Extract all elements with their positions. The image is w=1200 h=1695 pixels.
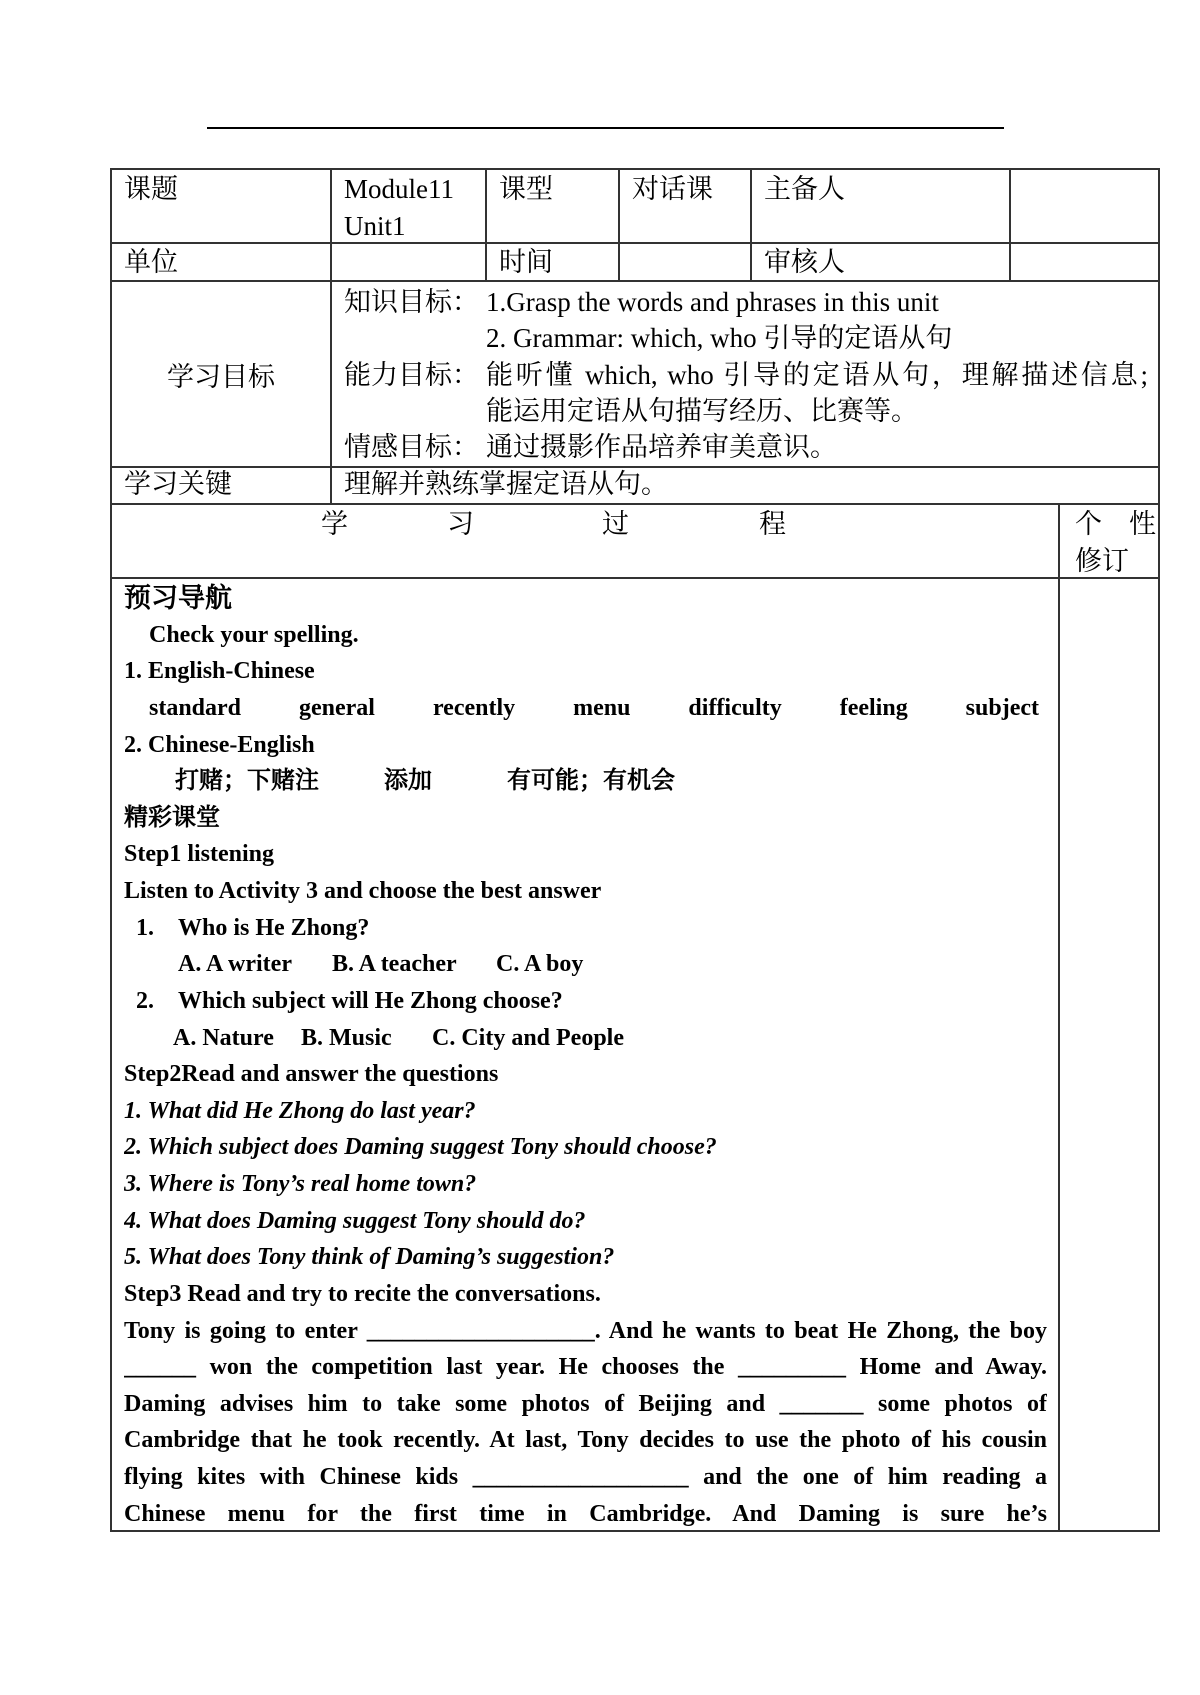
personal-revision-label: 个 性	[1075, 509, 1156, 539]
lesson-type-label: 课型	[499, 174, 553, 204]
personal-revision-label: 修订	[1075, 545, 1129, 576]
knowledge-objective-text: 2. Grammar: which, who 引导的定语从句	[486, 323, 953, 354]
key-points-value: 理解并熟练掌握定语从句。	[344, 469, 668, 499]
ability-objective-text: 能运用定语从句描写经历、比赛等。	[486, 395, 918, 426]
process-title-char: 学	[321, 509, 348, 539]
objectives-body	[344, 284, 1148, 465]
ability-objective-text: 能听懂 which, who 引导的定语从句，理解描述信息;	[486, 359, 1148, 390]
question-number: 1.	[136, 914, 154, 941]
topic-value-line: Unit1	[344, 210, 406, 241]
table-border	[110, 242, 1160, 244]
vocab-word: difficulty	[688, 694, 782, 721]
table-border	[750, 168, 752, 282]
listening-question	[124, 983, 1047, 1020]
en-cn-heading: 1. English-Chinese	[124, 658, 315, 685]
question-text: Who is He Zhong?	[178, 914, 370, 941]
passage-line: Chinese menu for the first time in Cambridge. And Daming is sure he’s	[124, 1500, 1047, 1527]
reading-question: 4. What does Daming suggest Tony should do?	[124, 1207, 586, 1234]
reading-question: 1. What did He Zhong do last year?	[124, 1097, 476, 1124]
cn-en-heading: 2. Chinese-English	[124, 731, 315, 758]
answer-options	[124, 946, 1047, 983]
objectives-label: 学习目标	[167, 361, 275, 392]
vocab-word: standard	[149, 694, 242, 721]
process-title-char: 程	[759, 509, 786, 539]
objective-line	[344, 320, 1148, 356]
preview-heading: 预习导航	[124, 583, 232, 613]
step2-title: Step2Read and answer the questions	[124, 1061, 499, 1088]
emotion-objective-label: 情感目标：	[344, 432, 479, 463]
passage-line: ______ won the competition last year. He chooses the _________ Home and Away.	[124, 1354, 1047, 1381]
class-heading: 精彩课堂	[124, 804, 220, 831]
answer-option: B. A teacher	[332, 951, 457, 978]
lesson-type-value: 对话课	[632, 174, 713, 204]
objective-line	[344, 393, 1148, 429]
topic-value	[344, 171, 454, 244]
cn-en-item-list	[124, 763, 1047, 800]
time-label: 时间	[499, 247, 553, 277]
answer-option: A. A writer	[178, 951, 292, 978]
knowledge-objective-label: 知识目标：	[344, 287, 479, 317]
passage-line: flying kites with Chinese kids __________________ and the one of him reading a	[124, 1464, 1047, 1490]
spelling-heading: Check your spelling.	[149, 621, 359, 648]
objective-line	[344, 429, 1148, 465]
unit-label: 单位	[124, 247, 178, 277]
table-border	[485, 168, 487, 282]
passage-line: Daming advises him to take some photos of Beijing and _______ some photos of	[124, 1390, 1047, 1417]
emotion-objective-text: 通过摄影作品培养审美意识。	[486, 432, 837, 463]
step1-instruction: Listen to Activity 3 and choose the best answer	[124, 878, 602, 904]
answer-option: C. A boy	[496, 951, 584, 978]
question-text: Which subject will He Zhong choose?	[178, 987, 563, 1014]
table-border	[1009, 168, 1011, 282]
listening-question	[124, 910, 1047, 947]
vocab-word: menu	[573, 694, 631, 721]
objective-line	[344, 284, 1148, 320]
preparer-label: 主备人	[764, 174, 845, 204]
passage-line: Cambridge that he took recently. At last, Tony decides to use the photo of his cousin	[124, 1427, 1047, 1454]
reviewer-label: 审核人	[764, 247, 845, 277]
learning-process-body	[124, 580, 1047, 1532]
answer-option: C. City and People	[432, 1024, 624, 1051]
table-border	[110, 503, 1160, 505]
vocab-item: 添加	[384, 768, 432, 795]
vocab-word: subject	[965, 694, 1039, 721]
answer-option: A. Nature	[173, 1024, 274, 1051]
process-title-char: 过	[602, 509, 629, 539]
objective-line	[344, 357, 1148, 393]
passage-line: Tony is going to enter ___________________. And he wants to beat He Zhong, the boy	[124, 1317, 1047, 1344]
table-border	[618, 168, 620, 282]
reading-question: 3. Where is Tony’s real home town?	[124, 1171, 477, 1197]
question-number: 2.	[136, 987, 154, 1014]
step1-title: Step1 listening	[124, 841, 275, 868]
table-border	[1058, 503, 1060, 1532]
key-points-label: 学习关键	[124, 469, 232, 499]
answer-option: B. Music	[301, 1024, 392, 1051]
step3-title: Step3 Read and try to recite the conversations.	[124, 1280, 601, 1307]
vocab-item: 有可能；有机会	[507, 768, 675, 795]
reading-question: 2. Which subject does Daming suggest Tony should choose?	[124, 1134, 717, 1161]
ability-objective-label: 能力目标：	[344, 359, 479, 390]
knowledge-objective-text: 1.Grasp the words and phrases in this unit	[486, 287, 939, 317]
vocab-word: recently	[432, 694, 516, 721]
header-rule	[207, 127, 1004, 129]
topic-label: 课题	[124, 174, 178, 204]
vocab-item: 打赌；下赌注	[175, 768, 319, 795]
answer-options	[124, 1020, 1047, 1057]
vocab-word: general	[299, 694, 375, 721]
topic-value-line: Module11	[344, 174, 454, 204]
process-title-char: 习	[447, 509, 474, 539]
reading-question: 5. What does Tony think of Daming’s suggestion?	[124, 1244, 615, 1271]
table-border	[1158, 168, 1160, 1532]
vocab-word: feeling	[839, 694, 908, 721]
table-border	[110, 577, 1160, 579]
table-border	[110, 168, 1160, 170]
en-cn-word-list	[124, 690, 1047, 727]
